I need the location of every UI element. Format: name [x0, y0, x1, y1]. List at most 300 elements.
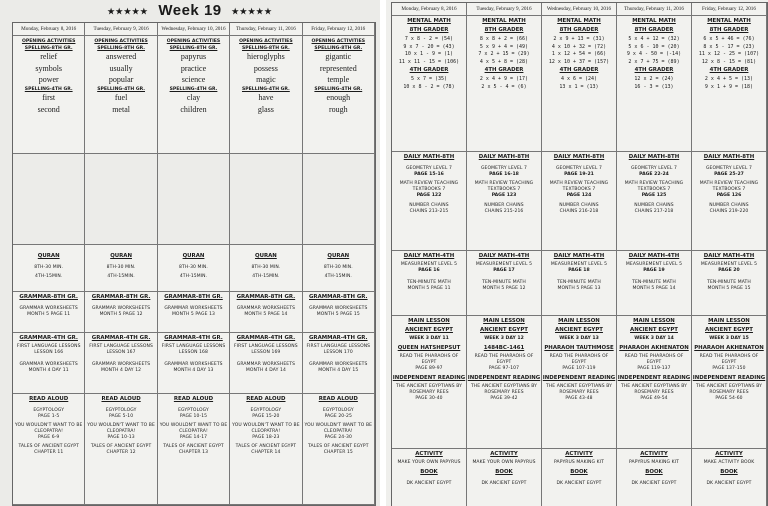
quran-4th: 4TH-15MIN.: [35, 274, 63, 279]
geometry-level: GEOMETRY LEVEL 7: [705, 165, 753, 171]
tales-title: TALES OF ANCIENT EGYPT: [235, 444, 297, 450]
book-title: DK ANCIENT EGYPT: [556, 480, 602, 486]
activity-text: MAKE ACTIVITY BOOK: [703, 459, 755, 465]
number-chains: NUMBER CHAINS: [634, 202, 674, 208]
cleopatra-title: YOU WOULDN'T WANT TO BE CLEOPATRA!: [14, 423, 83, 435]
ten-minute-math: TEN-MINUTE MATH: [707, 280, 751, 286]
spelling-4th-heading: SPELLING-4TH GR.: [97, 86, 145, 92]
quran-cell: [230, 245, 302, 292]
pharaohs-pages: PAGE 97-107: [488, 366, 520, 372]
tales-chapter: CHAPTER 14: [251, 450, 281, 456]
spelling-8th-heading: SPELLING-8TH GR.: [169, 45, 218, 51]
lesson-number: LESSON 169: [251, 350, 281, 355]
quran-heading: QURAN: [37, 253, 60, 259]
opening-activities-heading: OPENING ACTIVITIES: [166, 39, 221, 44]
egyptology-title: EGYPTOLOGY: [105, 407, 137, 413]
tales-title: TALES OF ANCIENT EGYPT: [18, 444, 79, 450]
math-problem: 16 - 3 = (13): [634, 83, 674, 90]
day-label: Monday, February 8, 2016: [401, 6, 457, 12]
spelling-8th-heading: SPELLING-8TH GR.: [97, 45, 145, 51]
day-header: [85, 23, 157, 36]
spelling-word: first: [42, 93, 56, 103]
geometry-pages: PAGE 15-16: [414, 172, 444, 177]
grammar-worksheets: GRAMMAR WORKSHEETS: [19, 305, 78, 311]
mental-math-cell: [542, 16, 617, 152]
day-label: Thursday, February 11, 2016: [624, 6, 684, 12]
grammar-worksheets: GRAMMAR WORKSHEETS: [236, 305, 296, 311]
daily-math-4th-heading: DAILY MATH-4TH: [628, 253, 680, 259]
quran-4th: 4TH-15MIN.: [179, 274, 208, 279]
ancient-egypt-heading: ANCIENT EGYPT: [555, 326, 603, 333]
grammar-8th-heading: GRAMMAR-8TH GR.: [164, 294, 223, 300]
daily-math-8th-heading: DAILY MATH-8TH: [553, 154, 605, 160]
daily-math-8th-cell: [617, 152, 692, 251]
grammar-month-page: MONTH 5 PAGE 11: [27, 312, 71, 317]
blank-cell: [13, 154, 85, 245]
week-title: [0, 2, 380, 19]
main-lesson-cell: [467, 316, 542, 449]
mental-math-heading: MENTAL MATH: [707, 18, 751, 24]
quran-cell: [158, 245, 230, 292]
book-heading: BOOK: [495, 469, 513, 475]
daily-math-4th-heading: DAILY MATH-4TH: [478, 253, 530, 259]
spelling-word: temple: [327, 75, 350, 85]
spelling-4th-heading: SPELLING-4TH GR.: [314, 86, 363, 92]
grammar-month-day: MONTH 4 DAY 13: [173, 368, 214, 374]
book-title: DK ANCIENT EGYPT: [406, 480, 452, 486]
book-heading: BOOK: [720, 469, 738, 475]
pharaohs-pages: PAGE 119-137: [637, 366, 671, 372]
grammar-month-day: MONTH 4 DAY 12: [101, 368, 142, 374]
grammar-8th-heading: GRAMMAR-8TH GR.: [91, 294, 151, 300]
independent-reading-title: THE ANCIENT EGYPTIANS BY ROSEMARY REES: [620, 384, 688, 396]
blank-cell: [230, 154, 302, 245]
book-heading: BOOK: [570, 469, 588, 475]
cleopatra-pages: PAGE 10-13: [107, 435, 135, 441]
egyptology-title: EGYPTOLOGY: [178, 407, 209, 413]
grade-4-heading: 4TH GRADER: [559, 66, 599, 73]
grammar-month-day: MONTH 4 DAY 14: [245, 368, 286, 374]
quran-4th: 4TH-15MIN.: [107, 274, 135, 279]
math-review-page: PAGE 122: [416, 193, 442, 199]
tales-chapter: CHAPTER 12: [106, 450, 136, 456]
mental-math-cell: [467, 16, 542, 152]
read-aloud-heading: READ ALOUD: [29, 396, 69, 402]
spelling-word: fuel: [114, 93, 128, 103]
pharaohs-reading: READ THE PHARAOHS OF EGYPT: [624, 354, 684, 366]
read-aloud-cell: [230, 394, 302, 505]
pharaoh-heading: PHARAOH AKHENATON: [619, 345, 689, 352]
main-lesson-cell: [692, 316, 767, 449]
daily-math-8th-heading: DAILY MATH-8TH: [703, 154, 755, 160]
activity-heading: ACTIVITY: [490, 451, 518, 457]
grammar-4th-heading: GRAMMAR-4TH GR.: [236, 335, 296, 341]
geometry-pages: PAGE 16-18: [489, 172, 519, 177]
grade-8-heading: 8TH GRADER: [709, 26, 749, 33]
ancient-egypt-heading: ANCIENT EGYPT: [405, 326, 453, 333]
number-chains-range: CHAINS 215-216: [484, 208, 524, 214]
grade-4-heading: 4TH GRADER: [409, 66, 449, 73]
egyptology-title: EGYPTOLOGY: [33, 407, 65, 413]
math-problem: 8 x 5 - 17 = (23): [703, 43, 755, 50]
grammar-worksheets: GRAMMAR WORKSHEETS: [236, 362, 296, 368]
math-problem: 5 x 7 = (35): [410, 75, 448, 82]
geometry-level: GEOMETRY LEVEL 7: [480, 165, 528, 171]
ten-minute-page: MONTH 5 PAGE 11: [407, 286, 451, 292]
spelling-word: answered: [105, 52, 137, 61]
geometry-pages: PAGE 22-24: [639, 172, 669, 177]
day-header: [692, 3, 767, 16]
ancient-egypt-heading: ANCIENT EGYPT: [705, 326, 753, 333]
number-chains-range: CHAINS 219-220: [709, 208, 749, 214]
spelling-cell: [85, 36, 157, 154]
mental-math-cell: [692, 16, 767, 152]
math-problem: 9 x 7 - 20 = (43): [403, 43, 455, 50]
pharaohs-reading: READ THE PHARAOHS OF EGYPT: [699, 354, 759, 366]
stars-left: ★★★★★: [107, 6, 149, 16]
quran-4th: 4TH-15MIN.: [252, 274, 280, 279]
math-problem: 10 x 8 - 2 = (78): [403, 83, 455, 90]
grade-4-heading: 4TH GRADER: [634, 66, 674, 73]
day-header: [230, 23, 302, 36]
number-chains-range: CHAINS 217-218: [634, 208, 674, 214]
quran-8th: 8TH-30 MIN.: [323, 264, 353, 270]
spelling-4th-heading: SPELLING-4TH GR.: [24, 86, 73, 92]
tales-title: TALES OF ANCIENT EGYPT: [90, 444, 152, 450]
left-schedule-table: [12, 22, 376, 506]
grade-4-heading: 4TH GRADER: [709, 66, 749, 73]
week-day: WEEK 3 DAY 12: [484, 335, 524, 341]
measurement-level: MEASUREMENT LEVEL 5: [400, 261, 458, 267]
geometry-pages: PAGE 25-27: [714, 172, 744, 177]
cleopatra-pages: PAGE 14-17: [179, 435, 208, 441]
ten-minute-math: TEN-MINUTE MATH: [407, 280, 451, 286]
ten-minute-page: MONTH 5 PAGE 12: [482, 286, 526, 292]
math-problem: 6 x 5 + 46 = (76): [703, 35, 755, 42]
pharaohs-pages: PAGE 137-150: [712, 366, 746, 372]
opening-activities-heading: OPENING ACTIVITIES: [311, 39, 366, 44]
day-header: [617, 3, 692, 16]
grammar-8th-heading: GRAMMAR-8TH GR.: [236, 294, 296, 300]
measurement-level: MEASUREMENT LEVEL 5: [550, 261, 608, 267]
book-heading: BOOK: [420, 469, 438, 475]
book-title: DK ANCIENT EGYPT: [631, 480, 677, 486]
grammar-month-day: MONTH 4 DAY 11: [28, 368, 69, 374]
spelling-cell: [158, 36, 230, 154]
egyptology-pages: PAGE 1-5: [38, 414, 60, 419]
math-problem: 2 x 4 + 5 = (13): [704, 75, 754, 82]
read-aloud-heading: READ ALOUD: [101, 396, 141, 402]
math-problem: 2 x 5 - 4 = (6): [481, 83, 527, 90]
pharaohs-reading: READ THE PHARAOHS OF EGYPT: [399, 354, 459, 366]
lesson-number: LESSON 167: [106, 350, 136, 355]
cleopatra-title: YOU WOULDN'T WANT TO BE CLEOPATRA!: [304, 423, 373, 435]
grammar-month-page: MONTH 5 PAGE 14: [244, 312, 288, 317]
main-lesson-heading: MAIN LESSON: [483, 318, 525, 324]
mental-math-cell: [617, 16, 692, 152]
activity-heading: ACTIVITY: [415, 451, 443, 457]
spelling-word: gigantic: [325, 52, 352, 61]
math-problem: 2 x 4 + 9 = (17): [479, 75, 529, 82]
measurement-level: MEASUREMENT LEVEL 5: [700, 261, 758, 267]
daily-math-4th-cell: [542, 251, 617, 316]
pharaohs-reading: READ THE PHARAOHS OF EGYPT: [549, 354, 609, 366]
tales-chapter: CHAPTER 15: [323, 450, 353, 456]
grammar-month-page: MONTH 5 PAGE 15: [316, 312, 360, 317]
egyptology-pages: PAGE 20-25: [324, 414, 352, 419]
egyptology-title: EGYPTOLOGY: [322, 407, 354, 413]
day-header: [158, 23, 230, 36]
first-language-lessons: FIRST LANGUAGE LESSONS: [234, 343, 298, 349]
independent-reading-heading: INDEPENDENT READING: [542, 375, 616, 382]
spelling-word: power: [38, 75, 59, 85]
book-heading: BOOK: [645, 469, 663, 475]
first-language-lessons: FIRST LANGUAGE LESSONS: [161, 343, 226, 349]
cleopatra-pages: PAGE 18-23: [252, 435, 280, 441]
book-title: DK ANCIENT EGYPT: [706, 480, 752, 486]
read-aloud-cell: [303, 394, 375, 505]
egyptology-title: EGYPTOLOGY: [250, 407, 282, 413]
week-day: WEEK 3 DAY 14: [634, 335, 674, 341]
mental-math-heading: MENTAL MATH: [482, 18, 526, 24]
left-page-photo: [0, 0, 380, 506]
independent-reading-heading: INDEPENDENT READING: [617, 375, 691, 382]
geometry-level: GEOMETRY LEVEL 7: [555, 165, 603, 171]
blank-cell: [158, 154, 230, 245]
spelling-cell: [303, 36, 375, 154]
grade-8-heading: 8TH GRADER: [634, 26, 674, 33]
quran-heading: QURAN: [110, 253, 132, 259]
first-language-lessons: FIRST LANGUAGE LESSONS: [89, 343, 153, 349]
read-aloud-heading: READ ALOUD: [246, 396, 286, 402]
read-aloud-heading: READ ALOUD: [318, 396, 358, 402]
cleopatra-title: YOU WOULDN'T WANT TO BE CLEOPATRA!: [87, 423, 155, 435]
math-review-page: PAGE 124: [566, 193, 592, 199]
ancient-egypt-heading: ANCIENT EGYPT: [630, 326, 678, 333]
spelling-word: magic: [256, 75, 276, 85]
activity-text: PAPYRUS MAKING KIT: [554, 459, 604, 465]
pharaoh-heading: 1484BC-1461: [483, 345, 525, 352]
number-chains: NUMBER CHAINS: [409, 202, 449, 208]
pharaoh-heading: PHARAOH TAUTHMOSE: [544, 345, 614, 352]
geometry-pages: PAGE 19-21: [564, 172, 594, 177]
cleopatra-pages: PAGE 24-30: [324, 435, 352, 441]
grammar-worksheets: GRAMMAR WORKSHEETS: [309, 362, 368, 368]
main-lesson-heading: MAIN LESSON: [558, 318, 600, 324]
spelling-word: have: [258, 93, 274, 103]
quran-cell: [85, 245, 157, 292]
math-review-page: PAGE 126: [716, 193, 742, 199]
quran-cell: [303, 245, 375, 292]
math-problem: 12 x 2 = (24): [634, 75, 674, 82]
tales-title: TALES OF ANCIENT EGYPT: [163, 444, 224, 450]
math-problem: 9 x 1 + 9 = (18): [704, 83, 754, 90]
spelling-word: enough: [326, 93, 351, 103]
daily-math-4th-heading: DAILY MATH-4TH: [403, 253, 455, 259]
week-label: Week 19: [158, 2, 222, 19]
spelling-word: glass: [257, 104, 274, 114]
measurement-page: PAGE 19: [643, 268, 665, 273]
week-day: WEEK 3 DAY 15: [709, 335, 749, 341]
grammar-4th-heading: GRAMMAR-4TH GR.: [164, 335, 223, 341]
activity-text: PAPYRUS MAKING KIT: [629, 459, 679, 465]
independent-reading-heading: INDEPENDENT READING: [692, 375, 766, 382]
quran-heading: QURAN: [327, 253, 350, 259]
grammar-4th-cell: [85, 333, 157, 394]
day-label: Monday, February 8, 2016: [21, 26, 77, 32]
activity-cell: [542, 449, 617, 506]
tales-chapter: CHAPTER 13: [178, 450, 209, 456]
day-label: Tuesday, February 9, 2016: [476, 6, 532, 12]
grammar-8th-cell: [13, 292, 85, 333]
grammar-4th-heading: GRAMMAR-4TH GR.: [91, 335, 151, 341]
math-review-page: PAGE 123: [491, 193, 517, 199]
ten-minute-math: TEN-MINUTE MATH: [632, 280, 676, 286]
spelling-8th-heading: SPELLING-8TH GR.: [314, 45, 363, 51]
daily-math-8th-heading: DAILY MATH-8TH: [628, 154, 680, 160]
quran-8th: 8TH-30 MIN.: [251, 264, 281, 270]
stars-right: ★★★★★: [231, 6, 273, 16]
cleopatra-title: YOU WOULDN'T WANT TO BE CLEOPATRA!: [159, 423, 228, 435]
week-day: WEEK 3 DAY 13: [559, 335, 599, 341]
activity-text: MAKE YOUR OWN PAPYRUS: [472, 459, 536, 465]
independent-reading-title: THE ANCIENT EGYPTIANS BY ROSEMARY REES: [545, 384, 613, 396]
math-review-page: PAGE 125: [641, 193, 667, 199]
independent-reading-pages: PAGE 43-48: [565, 396, 593, 402]
math-review: MATH REVIEW TEACHING TEXTBOOKS 7: [399, 181, 459, 193]
day-header: [542, 3, 617, 16]
spelling-word: science: [181, 75, 206, 85]
independent-reading-pages: PAGE 39-42: [490, 396, 518, 402]
spelling-word: relief: [40, 52, 58, 61]
egyptology-pages: PAGE 15-20: [252, 414, 280, 419]
mental-math-cell: [392, 16, 467, 152]
math-problem: 8 x 8 + 2 = (66): [479, 35, 529, 42]
grade-4-heading: 4TH GRADER: [484, 66, 524, 73]
math-problem: 13 x 1 = (13): [559, 83, 599, 90]
main-lesson-cell: [392, 316, 467, 449]
math-problem: 12 x 10 + 37 = (157): [548, 59, 610, 66]
measurement-level: MEASUREMENT LEVEL 5: [475, 261, 533, 267]
daily-math-8th-cell: [542, 152, 617, 251]
read-aloud-cell: [158, 394, 230, 505]
number-chains-range: CHAINS 216-218: [559, 208, 599, 214]
daily-math-8th-heading: DAILY MATH-8TH: [403, 154, 455, 160]
day-header: [467, 3, 542, 16]
independent-reading-pages: PAGE 49-54: [640, 396, 668, 402]
spelling-4th-heading: SPELLING-4TH GR.: [169, 86, 218, 92]
grammar-4th-cell: [303, 333, 375, 394]
measurement-page: PAGE 20: [718, 268, 740, 273]
math-problem: 2 x 9 + 13 = (31): [553, 35, 605, 42]
daily-math-8th-heading: DAILY MATH-8TH: [478, 154, 530, 160]
activity-cell: [617, 449, 692, 506]
grammar-4th-cell: [230, 333, 302, 394]
main-lesson-heading: MAIN LESSON: [708, 318, 750, 324]
math-problem: 4 x 10 + 32 = (72): [551, 43, 607, 50]
daily-math-4th-cell: [617, 251, 692, 316]
math-review: MATH REVIEW TEACHING TEXTBOOKS 7: [699, 181, 759, 193]
quran-8th: 8TH-30 MIN.: [106, 264, 136, 270]
tales-chapter: CHAPTER 11: [34, 450, 64, 456]
measurement-page: PAGE 18: [568, 268, 590, 273]
ancient-egypt-heading: ANCIENT EGYPT: [480, 326, 528, 333]
math-problem: 7 x 8 - 2 = (54): [404, 35, 454, 42]
spelling-word: usually: [109, 63, 133, 73]
daily-math-8th-cell: [392, 152, 467, 251]
main-lesson-heading: MAIN LESSON: [633, 318, 675, 324]
number-chains-range: CHAINS 213-215: [409, 208, 449, 214]
opening-activities-heading: OPENING ACTIVITIES: [239, 39, 293, 44]
math-problem: 4 x 6 = (24): [560, 75, 598, 82]
read-aloud-cell: [85, 394, 157, 505]
spelling-word: hieroglyphs: [247, 52, 285, 61]
cleopatra-pages: PAGE 6-9: [38, 435, 60, 441]
geometry-level: GEOMETRY LEVEL 7: [405, 165, 453, 171]
grammar-worksheets: GRAMMAR WORKSHEETS: [19, 362, 78, 368]
pharaoh-heading: PHARAOH AKHENATON: [694, 345, 764, 352]
grammar-worksheets: GRAMMAR WORKSHEETS: [91, 305, 151, 311]
daily-math-4th-heading: DAILY MATH-4TH: [703, 253, 755, 259]
math-review: MATH REVIEW TEACHING TEXTBOOKS 7: [549, 181, 609, 193]
day-header: [392, 3, 467, 16]
daily-math-4th-cell: [392, 251, 467, 316]
grammar-worksheets: GRAMMAR WORKSHEETS: [164, 362, 223, 368]
daily-math-4th-cell: [467, 251, 542, 316]
measurement-page: PAGE 17: [493, 268, 515, 273]
grammar-4th-cell: [158, 333, 230, 394]
math-review: MATH REVIEW TEACHING TEXTBOOKS 7: [624, 181, 684, 193]
math-problem: 5 x 9 + 4 = (49): [479, 43, 529, 50]
math-problem: 11 x 11 - 15 = (106): [398, 59, 460, 66]
geometry-level: GEOMETRY LEVEL 7: [630, 165, 678, 171]
lesson-number: LESSON 166: [34, 350, 64, 355]
grammar-4th-heading: GRAMMAR-4TH GR.: [309, 335, 368, 341]
spelling-word: children: [180, 104, 207, 114]
day-label: Wednesday, February 10, 2016: [546, 6, 612, 12]
first-language-lessons: FIRST LANGUAGE LESSONS: [16, 343, 81, 349]
week-day: WEEK 3 DAY 11: [409, 335, 449, 341]
pharaohs-pages: PAGE 89-97: [415, 366, 443, 372]
number-chains: NUMBER CHAINS: [484, 202, 524, 208]
math-problem: 10 x 1 - 9 = (1): [404, 51, 454, 58]
grammar-month-page: MONTH 5 PAGE 13: [171, 312, 216, 317]
egyptology-pages: PAGE 5-10: [108, 414, 134, 419]
opening-activities-heading: OPENING ACTIVITIES: [94, 39, 148, 44]
quran-8th: 8TH-30 MIN.: [179, 264, 208, 270]
right-schedule-table: [391, 2, 768, 506]
independent-reading-title: THE ANCIENT EGYPTIANS BY ROSEMARY REES: [695, 384, 763, 396]
activity-heading: ACTIVITY: [640, 451, 668, 457]
spelling-word: popular: [108, 75, 134, 85]
daily-math-8th-cell: [467, 152, 542, 251]
grammar-worksheets: GRAMMAR WORKSHEETS: [91, 362, 151, 368]
independent-reading-title: THE ANCIENT EGYPTIANS BY ROSEMARY REES: [395, 384, 463, 396]
day-label: Tuesday, February 9, 2016: [93, 26, 149, 32]
math-problem: 12 x 8 - 15 = (81): [701, 59, 757, 66]
activity-heading: ACTIVITY: [715, 451, 743, 457]
math-problem: 7 x 2 + 15 = (29): [478, 51, 530, 58]
independent-reading-title: THE ANCIENT EGYPTIANS BY ROSEMARY REES: [470, 384, 538, 396]
spelling-cell: [13, 36, 85, 154]
spelling-word: second: [37, 104, 60, 114]
measurement-page: PAGE 16: [418, 268, 440, 273]
grammar-4th-heading: GRAMMAR-4TH GR.: [19, 335, 78, 341]
ten-minute-page: MONTH 5 PAGE 13: [557, 286, 601, 292]
quran-heading: QURAN: [182, 253, 205, 259]
day-label: Friday, February 12, 2016: [311, 26, 366, 32]
grammar-8th-heading: GRAMMAR-8TH GR.: [19, 294, 78, 300]
